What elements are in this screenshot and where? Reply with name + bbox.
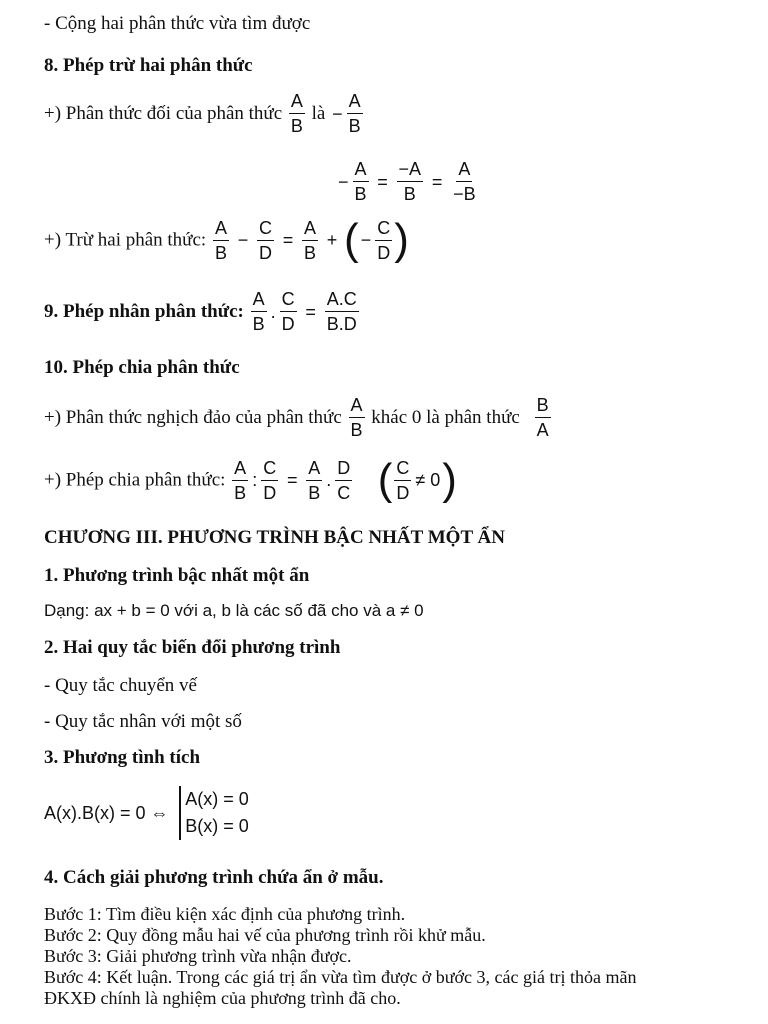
fraction-a-over-b: $\frac{A}{B}$ xyxy=(290,91,303,136)
equation-system: A(x) = 0 B(x) = 0 xyxy=(179,786,249,840)
subtraction-formula-line: +) Trừ hai phân thức: $\frac{A}{B}$ − $\frac{C}{D}$ = $\frac{A}{B}$ + ( − $\frac{C}{D}$ ) xyxy=(44,215,409,264)
opposite-fraction-line: +) Phân thức đối của phân thức $\frac{A}{B}$ là − $\frac{A}{B}$ xyxy=(44,91,361,136)
multiplication-line: 9. Phép nhân phân thức: $\frac{A}{B}$ . $\frac{C}{D}$ = $\frac{A.C}{B.D}$ xyxy=(44,289,357,334)
rule-multiply: - Quy tắc nhân với một số xyxy=(44,711,242,732)
product-equation-formula: A(x).B(x) = 0 ⇔ A(x) = 0 B(x) = 0 xyxy=(44,786,249,840)
linear-equation-form: Dạng: ax + b = 0 với a, b là các số đã cho và a ≠ 0 xyxy=(44,601,424,620)
opposite-fraction-identity: − $\frac{A}{B}$ = $\frac{-A}{B}$ = $\frac{A}{-B}$ xyxy=(338,159,476,204)
text-line-add-fractions: - Cộng hai phân thức vừa tìm được xyxy=(44,13,311,34)
heading-division: 10. Phép chia phân thức xyxy=(44,357,240,378)
division-formula-line: +) Phép chia phân thức: $\frac{A}{B}$ : $\frac{C}{D}$ = $\frac{A}{B}$ . $\frac{D}{C}$ ( $\frac{C}{D}$ ≠ 0) xyxy=(44,455,457,504)
step-1: Bước 1: Tìm điều kiện xác định của phương trình. xyxy=(44,904,406,924)
step-3: Bước 3: Giải phương trình vừa nhận được. xyxy=(44,946,352,966)
reciprocal-line: +) Phân thức nghịch đảo của phân thức $\frac{A}{B}$ khác 0 là phân thức $\frac{B}{A}$ xyxy=(44,395,549,440)
heading-linear-equation: 1. Phương trình bậc nhất một ẩn xyxy=(44,565,310,586)
step-4: Bước 4: Kết luận. Trong các giá trị ẩn vừa tìm được ở bước 3, các giá trị thỏa mãn xyxy=(44,967,637,987)
heading-subtraction: 8. Phép trừ hai phân thức xyxy=(44,55,253,76)
solution-steps xyxy=(44,904,756,1009)
chapter-title: CHƯƠNG III. PHƯƠNG TRÌNH BẬC NHẤT MỘT ẨN xyxy=(44,527,505,548)
rule-move-term: - Quy tắc chuyển vế xyxy=(44,675,197,696)
heading-product-equation: 3. Phương tình tích xyxy=(44,747,201,768)
heading-fraction-equation: 4. Cách giải phương trình chứa ẩn ở mẫu. xyxy=(44,867,384,888)
heading-transform-rules: 2. Hai quy tắc biến đổi phương trình xyxy=(44,637,341,658)
fraction-a-over-b: $\frac{A}{B}$ xyxy=(348,91,361,136)
step-4-continued: ĐKXĐ chính là nghiệm của phương trình đã cho. xyxy=(44,988,401,1008)
heading-multiplication: 9. Phép nhân phân thức: xyxy=(44,301,244,322)
step-2: Bước 2: Quy đồng mẫu hai vế của phương trình rồi khử mẫu. xyxy=(44,925,486,945)
